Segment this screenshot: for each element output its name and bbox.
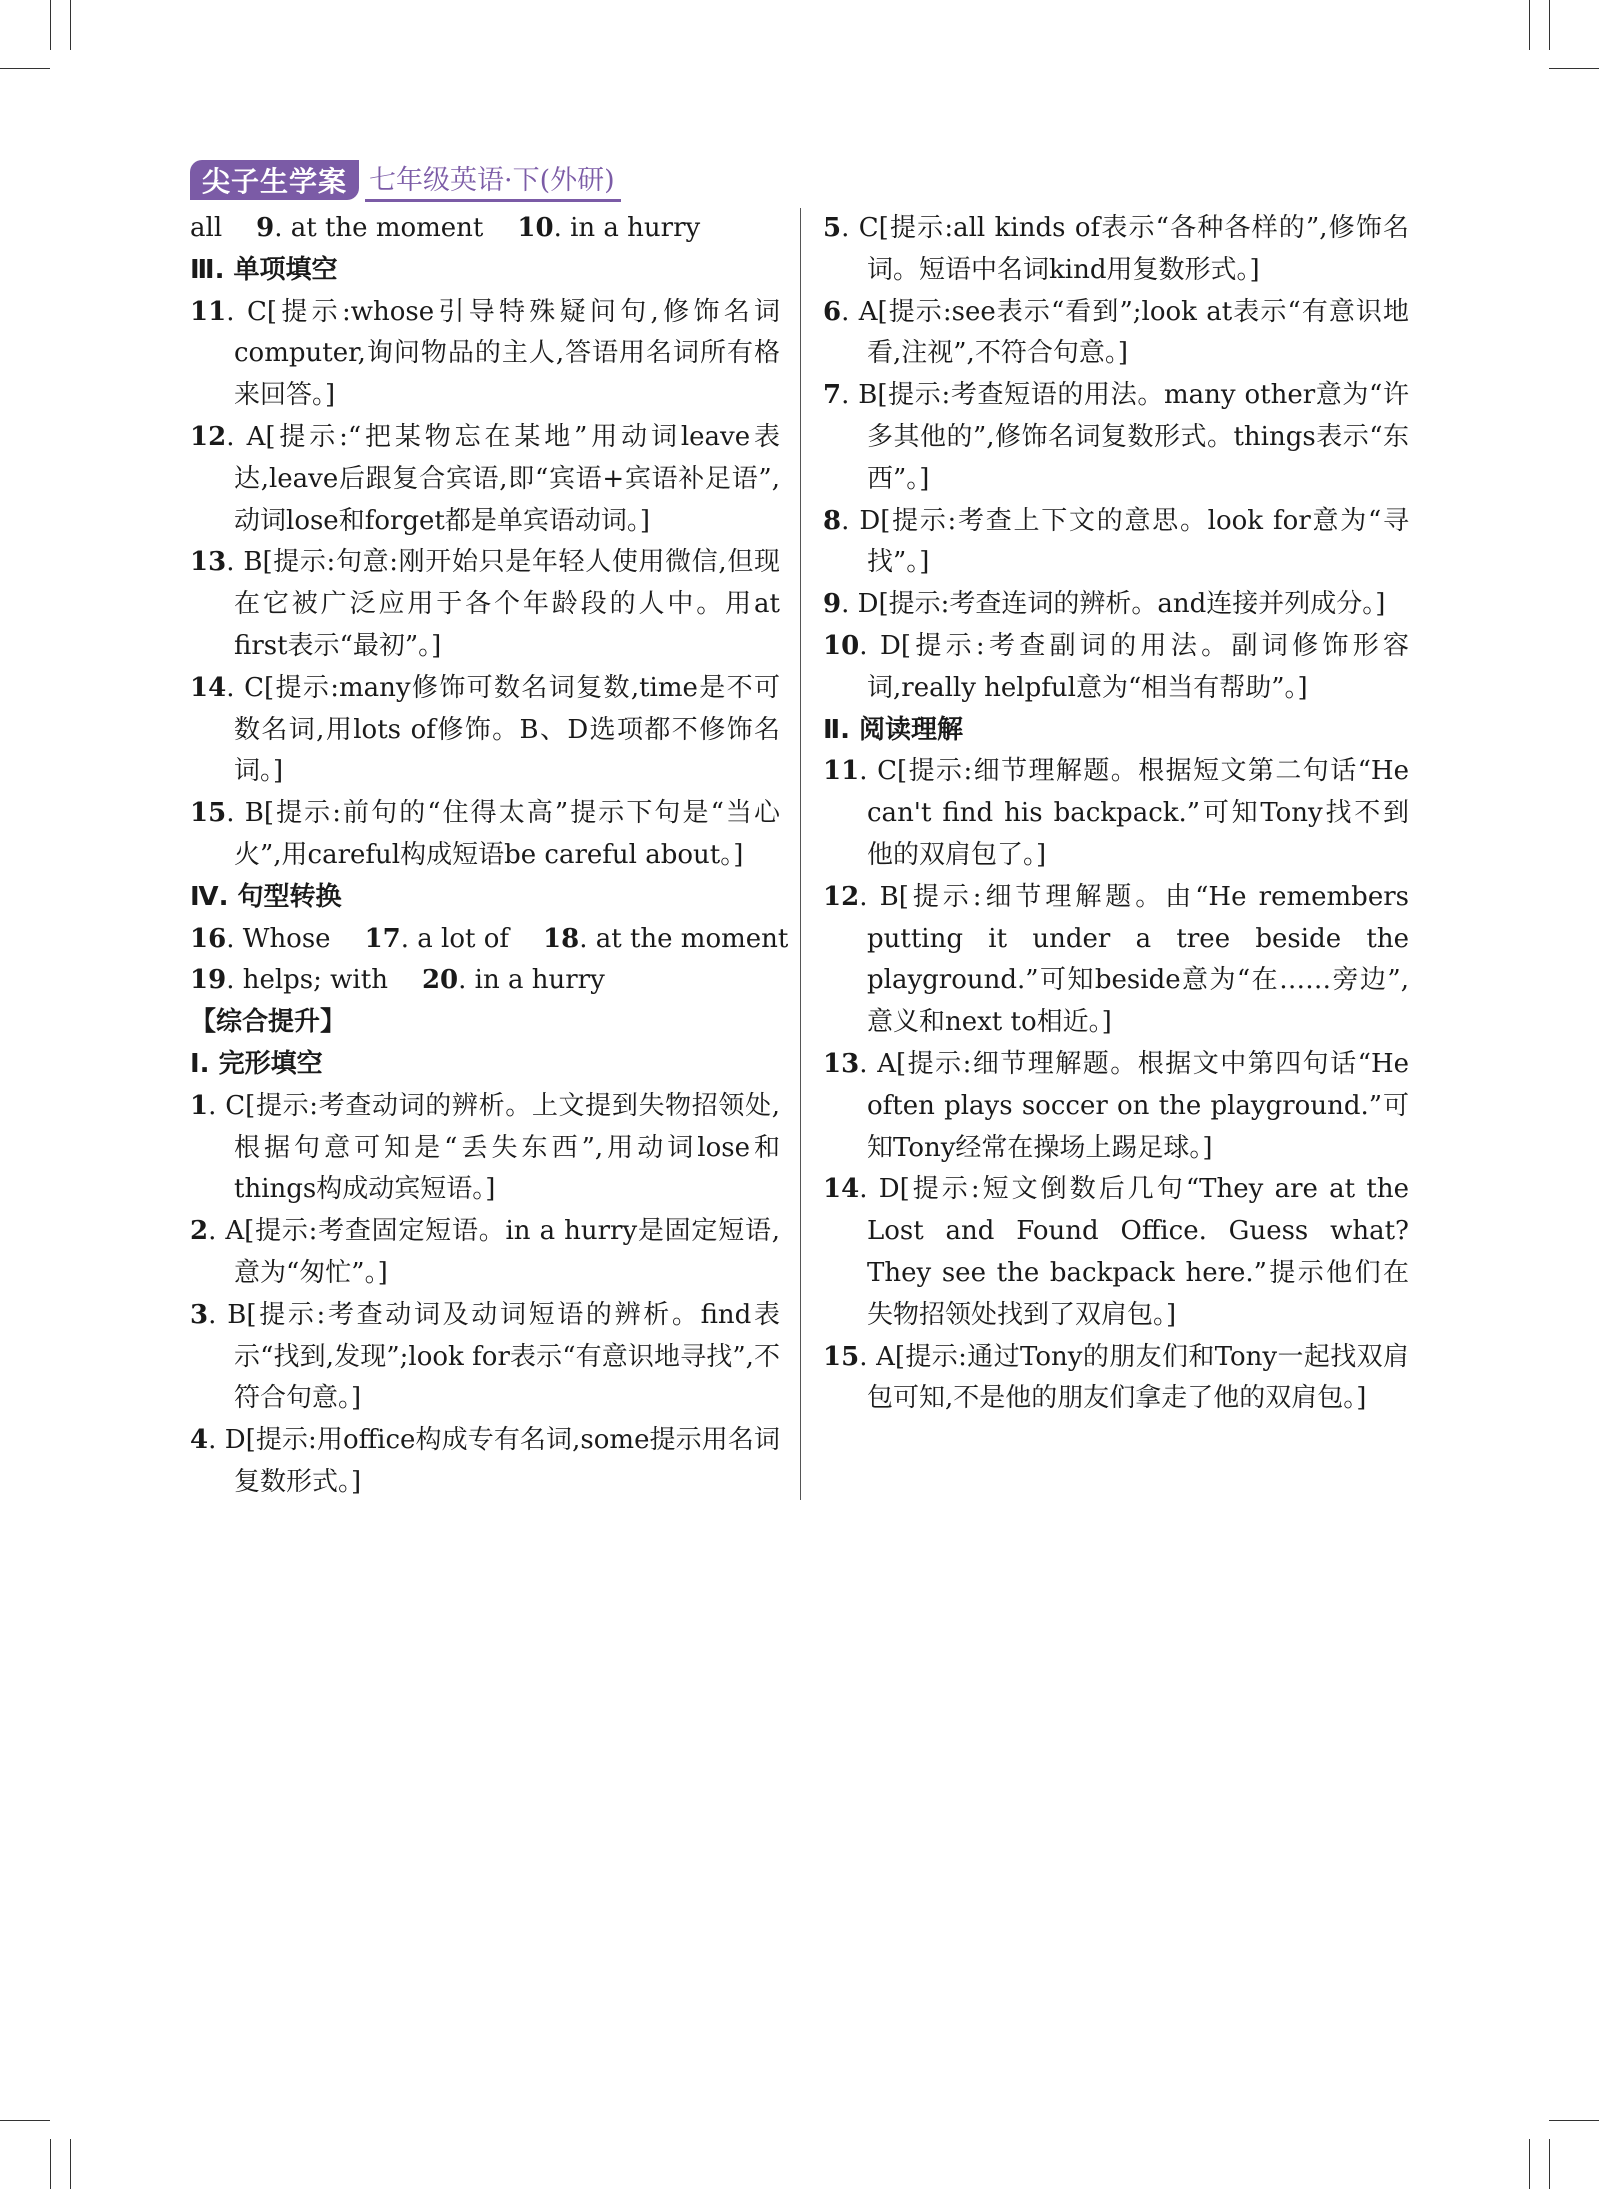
question-number: 11 — [190, 296, 227, 327]
question-number: 4 — [190, 1425, 209, 1456]
question-number: 10 — [823, 630, 860, 661]
answer-text: all — [190, 213, 223, 243]
crop-mark — [1549, 68, 1599, 69]
answer-line — [190, 960, 780, 1002]
question-number: 14 — [190, 672, 227, 703]
answer-item — [823, 1169, 1409, 1336]
answer-text: . at the moment — [274, 213, 484, 243]
answer-text: . A[提示:see表示“看到”;look at表示“有意识地看,注视”,不符合句意。] — [841, 296, 1409, 369]
answer-text: . C[提示:all kinds of表示“各种各样的”,修饰名词。短语中名词kind用复数形式。] — [841, 213, 1409, 285]
question-number: 16 — [190, 923, 227, 954]
answer-text: . D[提示:考查上下文的意思。look for意为“寻找”。] — [841, 505, 1409, 578]
question-number: 11 — [823, 756, 860, 787]
question-number: 5 — [823, 213, 842, 243]
crop-mark — [1549, 2139, 1550, 2189]
answer-text: . C[提示:many修饰可数名词复数,time是不可数名词,用lots of修饰。B、D选项都不修饰名词。] — [226, 672, 780, 787]
answer-item — [190, 292, 780, 417]
answer-text: . C[提示:考查动词的辨析。上文提到失物招领处,根据句意可知是“丢失东西”,用动词lose和things构成动宾短语。] — [208, 1090, 780, 1205]
column-divider — [800, 208, 801, 1500]
left-column — [190, 208, 789, 1504]
section-heading: 【综合提升】 — [190, 1007, 347, 1038]
book-subtitle: 七年级英语·下(外研) — [365, 158, 621, 202]
question-number: 15 — [823, 1341, 860, 1372]
question-number: 18 — [543, 923, 580, 954]
answer-item — [190, 417, 780, 542]
answer-item — [190, 793, 780, 877]
answer-item — [823, 1337, 1409, 1421]
answer-text: . in a hurry — [458, 965, 605, 996]
question-number: 19 — [190, 965, 227, 996]
answer-item — [190, 542, 780, 667]
answer-text: . D[提示:短文倒数后几句“They are at the Lost and Found Office. Guess what? They see the backpack here.”提示他们在失物招领处找到了双肩包。] — [859, 1174, 1409, 1330]
page-header — [190, 160, 621, 200]
question-number: 17 — [364, 923, 401, 954]
crop-mark — [70, 0, 71, 50]
answer-line — [190, 919, 789, 961]
answer-text: . A[提示:考查固定短语。in a hurry是固定短语,意为“匆忙”。] — [208, 1216, 780, 1288]
answer-text: . Whose — [226, 923, 331, 954]
question-number: 15 — [190, 798, 227, 829]
answer-text: . B[提示:考查短语的用法。many other意为“许多其他的”,修饰名词复数形式。things表示“东西”。] — [841, 380, 1409, 494]
question-number: 2 — [190, 1216, 209, 1247]
brand-logo: 尖子生学案 — [190, 160, 359, 200]
answer-text: . B[提示:细节理解题。由“He remembers putting it under a tree beside the playground.”可知beside意为“在……旁边”,意义和next to相近。] — [859, 881, 1409, 1038]
answer-text: . C[提示:whose引导特殊疑问句,修饰名词computer,询问物品的主人,答语用名词所有格来回答。] — [226, 296, 780, 411]
answer-item — [190, 668, 780, 793]
section-heading: Ⅳ. 句型转换 — [190, 881, 342, 912]
answer-item — [823, 751, 1409, 876]
answer-text: . at the moment — [579, 923, 789, 954]
answer-item — [190, 1295, 780, 1420]
answer-text: . A[提示:“把某物忘在某地”用动词leave表达,leave后跟复合宾语,即“宾语+宾语补足语”,动词lose和forget都是单宾语动词。] — [226, 421, 780, 536]
section-heading: Ⅲ. 单项填空 — [190, 254, 338, 285]
answer-text: . helps; with — [226, 965, 388, 996]
question-number: 1 — [190, 1090, 209, 1121]
question-number: 13 — [823, 1048, 860, 1079]
answer-item — [190, 1086, 780, 1211]
answer-text: . B[提示:前句的“住得太高”提示下句是“当心火”,用careful构成短语be careful about。] — [226, 798, 780, 870]
answer-text: . B[提示:句意:刚开始只是年轻人使用微信,但现在它被广泛应用于各个年龄段的人中。用at first表示“最初”。] — [226, 547, 780, 661]
answer-text: . D[提示:用office构成专有名词,some提示用名词复数形式。] — [208, 1425, 780, 1497]
question-number: 12 — [823, 881, 860, 912]
answer-item — [823, 208, 1409, 292]
crop-mark — [1529, 0, 1530, 50]
question-number: 12 — [190, 421, 227, 452]
answer-item — [823, 877, 1409, 1044]
answer-text: . in a hurry — [553, 213, 701, 243]
answer-item — [823, 375, 1409, 500]
question-number: 3 — [190, 1299, 209, 1330]
answer-item — [823, 1044, 1409, 1169]
answer-item — [823, 292, 1409, 376]
question-number: 10 — [517, 213, 554, 243]
crop-mark — [70, 2139, 71, 2189]
crop-mark — [50, 2139, 51, 2189]
section-heading: Ⅱ. 阅读理解 — [823, 714, 964, 745]
answer-line — [190, 208, 780, 250]
crop-mark — [0, 2120, 50, 2121]
crop-mark — [0, 68, 50, 69]
section-heading: Ⅰ. 完形填空 — [190, 1048, 323, 1079]
crop-mark — [1529, 2139, 1530, 2189]
question-number: 9 — [256, 213, 275, 243]
answer-text: . D[提示:考查副词的用法。副词修饰形容词,really helpful意为“相当有帮助”。] — [859, 630, 1409, 703]
right-column — [823, 208, 1409, 1420]
question-number: 9 — [823, 589, 842, 620]
answer-item — [190, 1211, 780, 1295]
question-number: 8 — [823, 505, 842, 536]
answer-item — [823, 501, 1409, 585]
answer-item — [190, 1420, 780, 1504]
answer-text: . a lot of — [400, 923, 510, 954]
question-number: 7 — [823, 380, 842, 411]
question-number: 6 — [823, 296, 842, 327]
answer-text: . A[提示:细节理解题。根据文中第四句话“He often plays soccer on the playground.”可知Tony经常在操场上踢足球。] — [859, 1048, 1409, 1163]
crop-mark — [1549, 0, 1550, 50]
question-number: 20 — [421, 965, 459, 996]
crop-mark — [1549, 2120, 1599, 2121]
answer-text: . C[提示:细节理解题。根据短文第二句话“He can't find his backpack.”可知Tony找不到他的双肩包了。] — [859, 756, 1409, 870]
answer-item — [823, 584, 1409, 626]
answer-text: . B[提示:考查动词及动词短语的辨析。find表示“找到,发现”;look for表示“有意识地寻找”,不符合句意。] — [208, 1299, 780, 1414]
answer-text: . A[提示:通过Tony的朋友们和Tony一起找双肩包可知,不是他的朋友们拿走了他的双肩包。] — [859, 1341, 1409, 1414]
crop-mark — [50, 0, 51, 50]
answer-text: . D[提示:考查连词的辨析。and连接并列成分。] — [841, 589, 1386, 620]
answer-item — [823, 626, 1409, 710]
question-number: 13 — [190, 547, 227, 578]
question-number: 14 — [823, 1174, 860, 1205]
